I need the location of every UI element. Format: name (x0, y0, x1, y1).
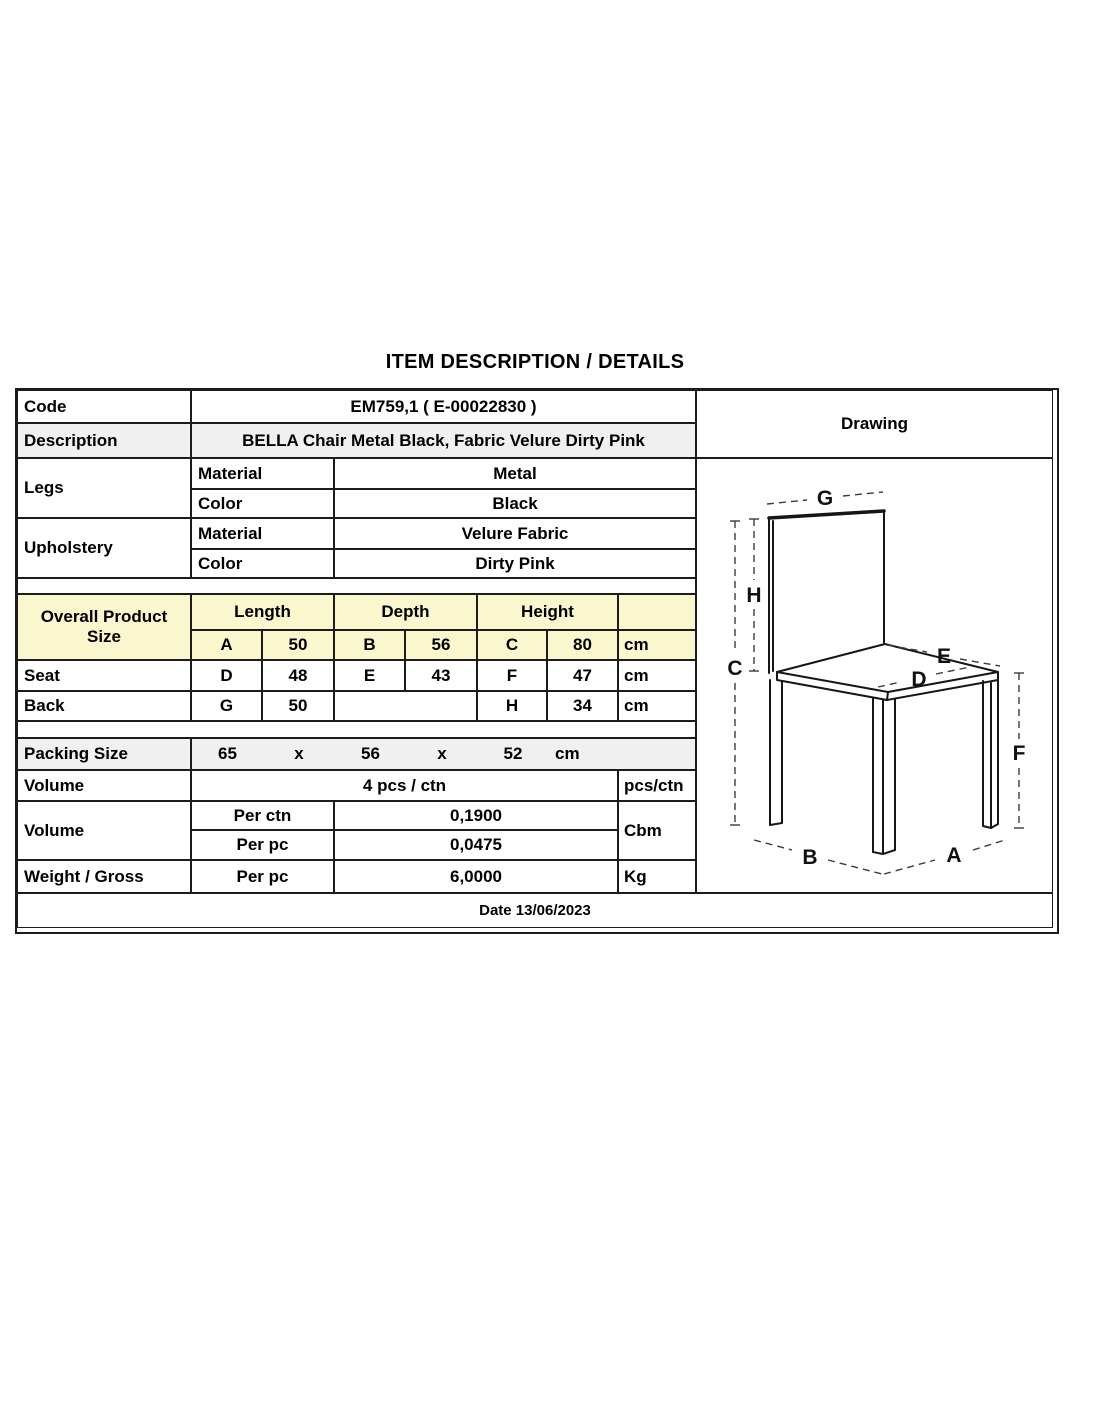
packing-depth: 56 (361, 744, 380, 764)
overall-c-key: C (477, 630, 547, 660)
weight-value: 6,0000 (334, 860, 618, 893)
overall-c-value: 80 (547, 630, 618, 660)
seat-unit: cm (618, 660, 696, 691)
seat-e-value: 43 (405, 660, 477, 691)
date-row: Date 13/06/2023 (17, 893, 1053, 928)
volume-cbm-label: Volume (17, 801, 191, 860)
code-label: Code (17, 390, 191, 423)
back-unit: cm (618, 691, 696, 721)
legs-material-value: Metal (334, 458, 696, 489)
upholstery-material-label: Material (191, 518, 334, 549)
overall-b-value: 56 (405, 630, 477, 660)
height-header: Height (477, 594, 618, 630)
overall-a-key: A (191, 630, 262, 660)
volume-pcs-unit: pcs/ctn (618, 770, 696, 801)
upholstery-color-value: Dirty Pink (334, 549, 696, 578)
spacer-row (17, 721, 696, 738)
code-value: EM759,1 ( E-00022830 ) (191, 390, 696, 423)
spacer-row (17, 578, 696, 594)
seat-e-key: E (334, 660, 405, 691)
per-pc-value: 0,0475 (334, 830, 618, 860)
dim-label-a: A (946, 844, 962, 867)
overall-size-label-line1: Overall Product (40, 607, 168, 627)
weight-label: Weight / Gross (17, 860, 191, 893)
dim-label-e: E (936, 645, 952, 668)
per-ctn-value: 0,1900 (334, 801, 618, 830)
back-label: Back (17, 691, 191, 721)
weight-sub-label: Per pc (191, 860, 334, 893)
back-h-key: H (477, 691, 547, 721)
upholstery-color-label: Color (191, 549, 334, 578)
size-header-blank (618, 594, 696, 630)
seat-f-key: F (477, 660, 547, 691)
overall-unit: cm (618, 630, 696, 660)
packing-length: 65 (218, 744, 237, 764)
packing-height: 52 (503, 744, 523, 764)
back-blank-cell (334, 691, 477, 721)
back-g-key: G (191, 691, 262, 721)
volume-pcs-value: 4 pcs / ctn (191, 770, 618, 801)
dim-label-c: C (727, 657, 743, 680)
spec-table (15, 388, 1059, 934)
seat-d-value: 48 (262, 660, 334, 691)
legs-color-value: Black (334, 489, 696, 518)
packing-unit: cm (555, 744, 580, 764)
packing-x2: x (437, 744, 447, 764)
dim-label-h: H (746, 584, 762, 607)
legs-label: Legs (17, 458, 191, 518)
dim-label-g: G (816, 487, 834, 510)
seat-d-key: D (191, 660, 262, 691)
dim-label-f: F (1012, 742, 1026, 765)
upholstery-label: Upholstery (17, 518, 191, 578)
drawing-header: Drawing (696, 390, 1053, 458)
back-g-value: 50 (262, 691, 334, 721)
seat-f-value: 47 (547, 660, 618, 691)
depth-header: Depth (334, 594, 477, 630)
drawing-cell (696, 458, 1053, 893)
dim-label-b: B (802, 846, 818, 869)
packing-label: Packing Size (17, 738, 191, 770)
seat-label: Seat (17, 660, 191, 691)
length-header: Length (191, 594, 334, 630)
volume-pcs-label: Volume (17, 770, 191, 801)
legs-material-label: Material (191, 458, 334, 489)
description-label: Description (17, 423, 191, 458)
per-pc-label: Per pc (191, 830, 334, 860)
overall-b-key: B (334, 630, 405, 660)
weight-unit: Kg (618, 860, 696, 893)
upholstery-material-value: Velure Fabric (334, 518, 696, 549)
chair-drawing (697, 459, 1052, 892)
back-h-value: 34 (547, 691, 618, 721)
page-title: ITEM DESCRIPTION / DETAILS (385, 351, 685, 373)
description-value: BELLA Chair Metal Black, Fabric Velure Dirty Pink (191, 423, 696, 458)
overall-size-label-line2: Size (86, 627, 122, 646)
overall-size-label (17, 594, 191, 660)
dim-label-d: D (911, 668, 927, 691)
overall-a-value: 50 (262, 630, 334, 660)
per-ctn-label: Per ctn (191, 801, 334, 830)
volume-cbm-unit: Cbm (618, 801, 696, 860)
legs-color-label: Color (191, 489, 334, 518)
packing-value (191, 738, 696, 770)
packing-x1: x (294, 744, 304, 764)
